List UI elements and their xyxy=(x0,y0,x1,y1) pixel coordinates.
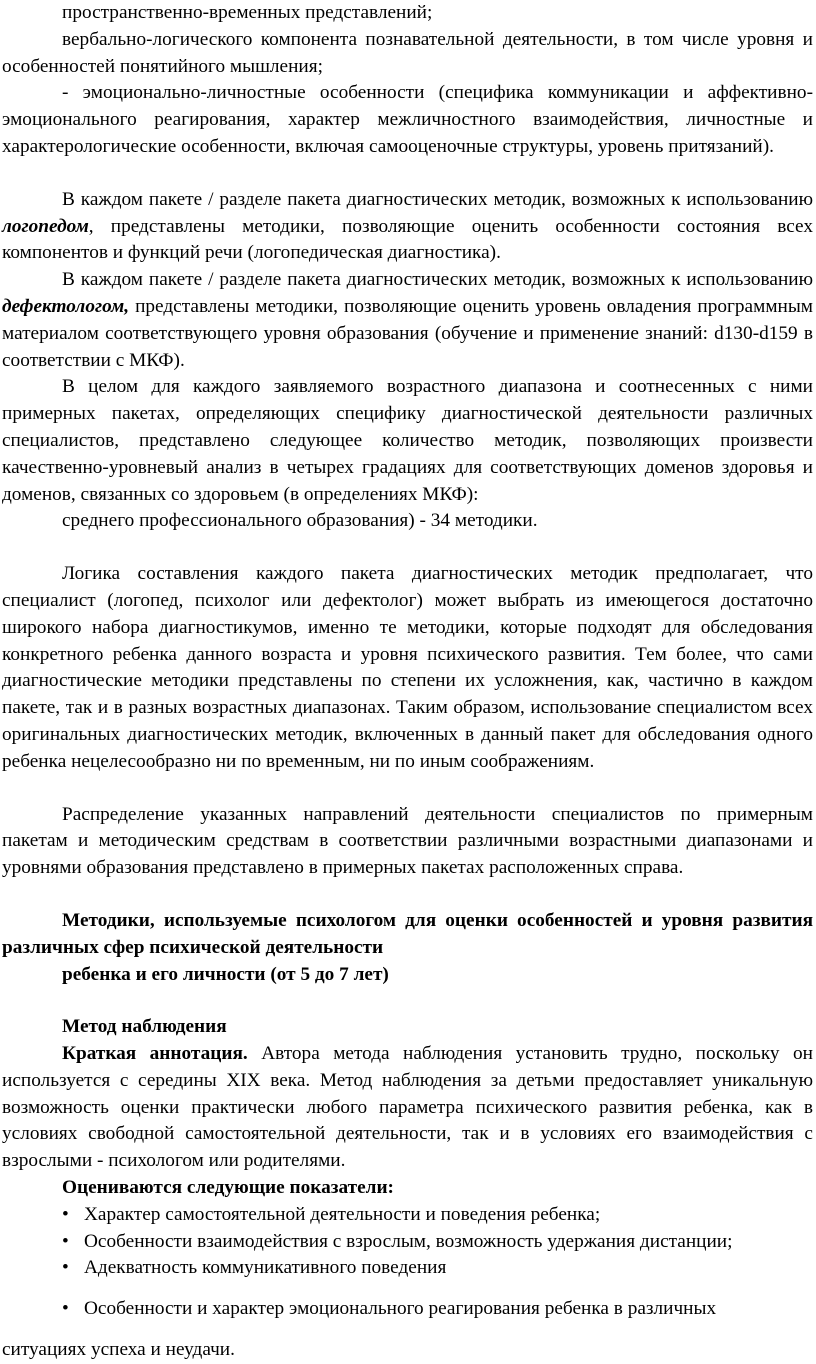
list-item xyxy=(2,1202,813,1229)
emphasis-speech-therapist: логопедом xyxy=(2,215,89,237)
indicators-list xyxy=(2,1202,813,1282)
spacer xyxy=(2,988,813,1014)
paragraph-logic: Логика составления каждого пакета диагностических методик предполагает, что специалист (логопед, психолог или дефектолог) может выбрать из имеющегося достаточно широкого набора диагностикумов, именно те методики, которые подходят для обследования конкретного ребенка данного возраста и уровня психического развития. Тем более, что сами диагностические методики представлены по степени их усложнения, как, частично в каждом пакете, так и в разных возрастных диапазонах. Таким образом, использование специалистом всех оригинальных диагностических методик, включенных в данный пакет для обследования одного ребенка нецелесообразно ни по временным, ни по иным соображениям. xyxy=(2,563,813,772)
spacer xyxy=(2,776,813,802)
list-item-text: Характер самостоятельной деятельности и поведения ребенка; xyxy=(84,1203,601,1225)
list-item-continuation: ситуациях успеха и неудачи. xyxy=(2,1339,235,1361)
annotation-label: Краткая аннотация. xyxy=(62,1043,248,1065)
spacer xyxy=(2,1323,813,1337)
bullet-icon: • xyxy=(62,1257,69,1279)
spacer xyxy=(2,882,813,908)
text: , представлены методики, позволяющие оценить особенности состояния всех компонентов и функций речи (логопедическая диагностика). xyxy=(2,215,813,264)
text: В каждом пакете / разделе пакета диагностических методик, возможных к использованию xyxy=(62,269,813,291)
list-item-text: Адекватность коммуникативного поведения xyxy=(84,1257,447,1279)
section-heading: Методики, используемые психологом для оценки особенностей и уровня развития различных сфер психической деятельности xyxy=(2,909,813,958)
paragraph-emotional: - эмоционально-личностные особенности (специфика коммуникации и аффективно-эмоционального реагирования, характер межличностного взаимодействия, личностные и характерологические особенности, включая самооценочные структуры, уровень притязаний). xyxy=(2,82,813,157)
spacer xyxy=(2,161,813,187)
paragraph-methods-count: В целом для каждого заявляемого возрастного диапазона и соотнесенных с ними примерных пакетах, определяющих специфику диагностической деятельности различных специалистов, представлено следующее количество методик, позволяющих произвести качественно-уровневый анализ в четырех градациях для соответствующих доменов здоровья и доменов, связанных со здоровьем (в определениях МКФ): xyxy=(2,376,813,505)
section-subheading: ребенка и его личности (от 5 до 7 лет) xyxy=(62,963,389,985)
bullet-icon: • xyxy=(62,1298,69,1320)
bullet-icon: • xyxy=(62,1230,69,1252)
emphasis-defectologist: дефектологом, xyxy=(2,295,130,317)
paragraph-annotation xyxy=(2,1041,813,1175)
paragraph-verbal-logical: вербально-логического компонента познавательной деятельности, в том числе уровня и особенностей понятийного мышления; xyxy=(2,28,813,77)
bullet-icon: • xyxy=(62,1203,69,1225)
paragraph-distribution: Распределение указанных направлений деятельности специалистов по примерным пакетам и методическим средствам в соответствии различными возрастными диапазонами и уровнями образования представлено в примерных пакетах расположенных справа. xyxy=(2,803,813,879)
spacer xyxy=(2,535,813,561)
paragraph-spatial: пространственно-временных представлений; xyxy=(62,2,433,23)
list-item xyxy=(2,1229,813,1256)
method-title: Метод наблюдения xyxy=(62,1016,227,1038)
paragraph-speech-therapist xyxy=(2,187,813,267)
list-item xyxy=(2,1296,813,1323)
text: В каждом пакете / разделе пакета диагностических методик, возможных к использованию xyxy=(62,188,813,210)
annotation-text: Автора метода наблюдения установить трудно, поскольку он используется с середины XIX века. Метод наблюдения за детьми предоставляет уникальную возможность оценки практически любого параметра психического развития ребенка, как в условиях свободной самостоятельной деятельности, так и в условиях его взаимодействия с взрослыми - психологом или родителями. xyxy=(2,1043,813,1172)
list-item-text: Особенности взаимодействия с взрослым, возможность удержания дистанции; xyxy=(84,1230,733,1252)
list-item xyxy=(2,1255,813,1282)
paragraph-defectologist xyxy=(2,267,813,374)
indicators-title: Оцениваются следующие показатели: xyxy=(62,1177,394,1199)
indicators-list-last xyxy=(2,1296,813,1323)
text: представлены методики, позволяющие оценить уровень овладения программным материалом соответствующего уровня образования (обучение и применение знаний: d130-d159 в соответствии с МКФ). xyxy=(2,295,813,371)
paragraph-professional-education: среднего профессионального образования) - 34 методики. xyxy=(62,510,538,532)
spacer xyxy=(2,1282,813,1296)
list-item-text: Особенности и характер эмоционального реагирования ребенка в различных xyxy=(84,1298,717,1320)
